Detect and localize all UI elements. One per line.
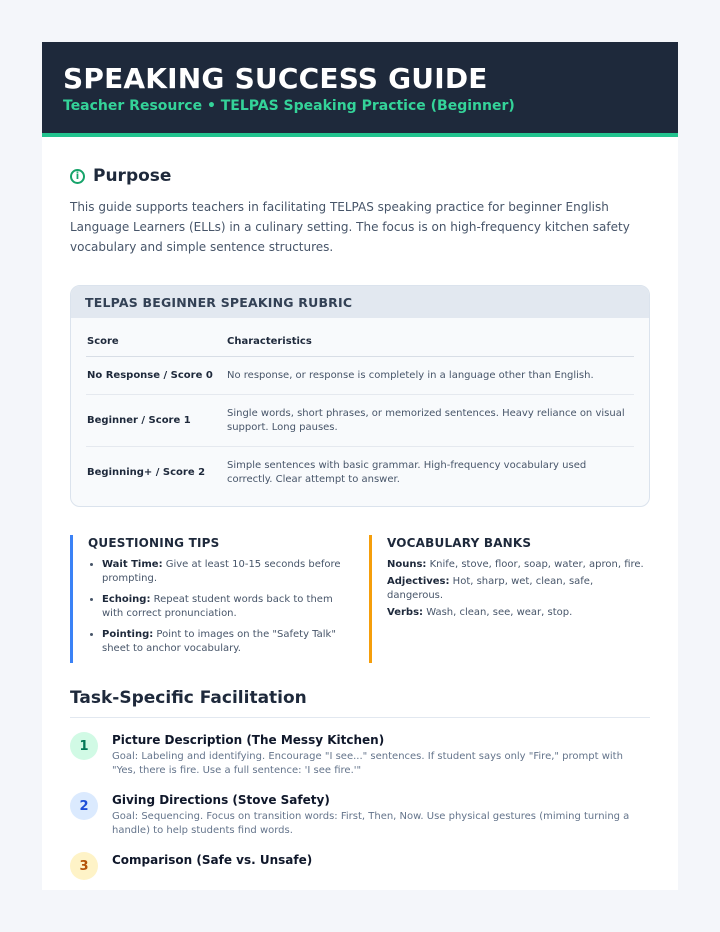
- rubric-desc: Simple sentences with basic grammar. High-frequency vocabulary used correctly. Clear attempt to answer.: [227, 459, 587, 485]
- tip-text: Point to images on the "Safety Talk" sheet to anchor vocabulary.: [102, 629, 336, 654]
- vocab-words: Wash, clean, see, wear, stop.: [423, 607, 573, 618]
- table-row: [86, 357, 634, 395]
- questioning-tips-panel: [70, 535, 351, 663]
- vocab-line: [387, 575, 650, 603]
- vocabulary-banks-title: VOCABULARY BANKS: [387, 536, 532, 550]
- rubric-score: Beginner / Score 1: [86, 395, 226, 447]
- rubric-desc: Single words, short phrases, or memorized sentences. Heavy reliance on visual support. Long pauses.: [226, 395, 634, 447]
- task-description: Goal: Labeling and identifying. Encourage "I see..." sentences. If student says only "Fire," prompt with "Yes, there is fire. Use a full sentence: 'I see fire.'": [112, 751, 623, 776]
- rubric-score: No Response / Score 0: [86, 357, 226, 395]
- questioning-tips-title: QUESTIONING TIPS: [88, 536, 220, 550]
- task-number-badge: 2: [70, 792, 98, 820]
- task-section-heading: Task-Specific Facilitation: [70, 688, 650, 718]
- rubric-card: [70, 285, 650, 507]
- tip-text: Give at least 10-15 seconds before prompting.: [102, 559, 341, 584]
- rubric-header-row: [86, 326, 634, 357]
- vocab-words: Hot, sharp, wet, clean, safe, dangerous.: [387, 576, 594, 601]
- table-row: [86, 447, 634, 499]
- info-icon: i: [70, 169, 85, 184]
- tip-text: Repeat student words back to them with correct pronunciation.: [102, 594, 333, 619]
- page-header: [42, 42, 678, 137]
- vocabulary-banks-panel: [369, 535, 650, 663]
- task-body: [112, 852, 642, 880]
- rubric-score: Beginning+ / Score 2: [87, 466, 206, 478]
- purpose-heading-row: [70, 166, 650, 186]
- table-row: [86, 395, 634, 447]
- task-number-badge: 1: [70, 732, 98, 760]
- task-title: Picture Description (The Messy Kitchen): [112, 733, 385, 747]
- vocab-line: [387, 606, 650, 620]
- vocab-label: Verbs:: [387, 607, 424, 618]
- task-item: [70, 732, 650, 778]
- vocab-label: Adjectives:: [387, 576, 450, 587]
- task-body: [112, 732, 642, 778]
- vocab-label: Nouns:: [387, 559, 427, 570]
- purpose-heading: Purpose: [93, 166, 172, 186]
- page-subtitle: Teacher Resource • TELPAS Speaking Practice (Beginner): [63, 98, 515, 114]
- list-item: [102, 558, 351, 586]
- task-title: Comparison (Safe vs. Unsafe): [112, 853, 313, 867]
- rubric-title: TELPAS BEGINNER SPEAKING RUBRIC: [71, 286, 649, 318]
- purpose-text: This guide supports teachers in facilitating TELPAS speaking practice for beginner English Language Learners (ELLs) in a culinary setting. The focus is on high-frequency kitchen safety vocabulary and simple sentence structures.: [70, 200, 630, 254]
- tip-label: Echoing:: [102, 594, 151, 605]
- rubric-col-characteristics: Characteristics: [226, 326, 634, 357]
- vocab-words: Knife, stove, floor, soap, water, apron, fire.: [426, 559, 644, 570]
- task-item: [70, 852, 650, 880]
- task-title: Giving Directions (Stove Safety): [112, 793, 330, 807]
- tip-label: Pointing:: [102, 629, 154, 640]
- task-number-badge: 3: [70, 852, 98, 880]
- list-item: [102, 628, 351, 656]
- task-body: [112, 792, 642, 838]
- rubric-table: [86, 326, 634, 498]
- rubric-col-score: Score: [86, 326, 226, 357]
- tips-vocab-columns: [70, 535, 650, 663]
- vocab-line: [387, 558, 650, 572]
- guide-page: [42, 42, 678, 890]
- questioning-tips-list: [88, 558, 351, 656]
- rubric-desc: No response, or response is completely in a language other than English.: [226, 357, 634, 395]
- list-item: [102, 593, 351, 621]
- tip-label: Wait Time:: [102, 559, 163, 570]
- task-description: Goal: Sequencing. Focus on transition words: First, Then, Now. Use physical gestures (miming turning a handle) to help students find words.: [112, 811, 630, 836]
- page-title: SPEAKING SUCCESS GUIDE: [63, 62, 488, 95]
- task-item: [70, 792, 650, 838]
- main-content: [42, 166, 678, 880]
